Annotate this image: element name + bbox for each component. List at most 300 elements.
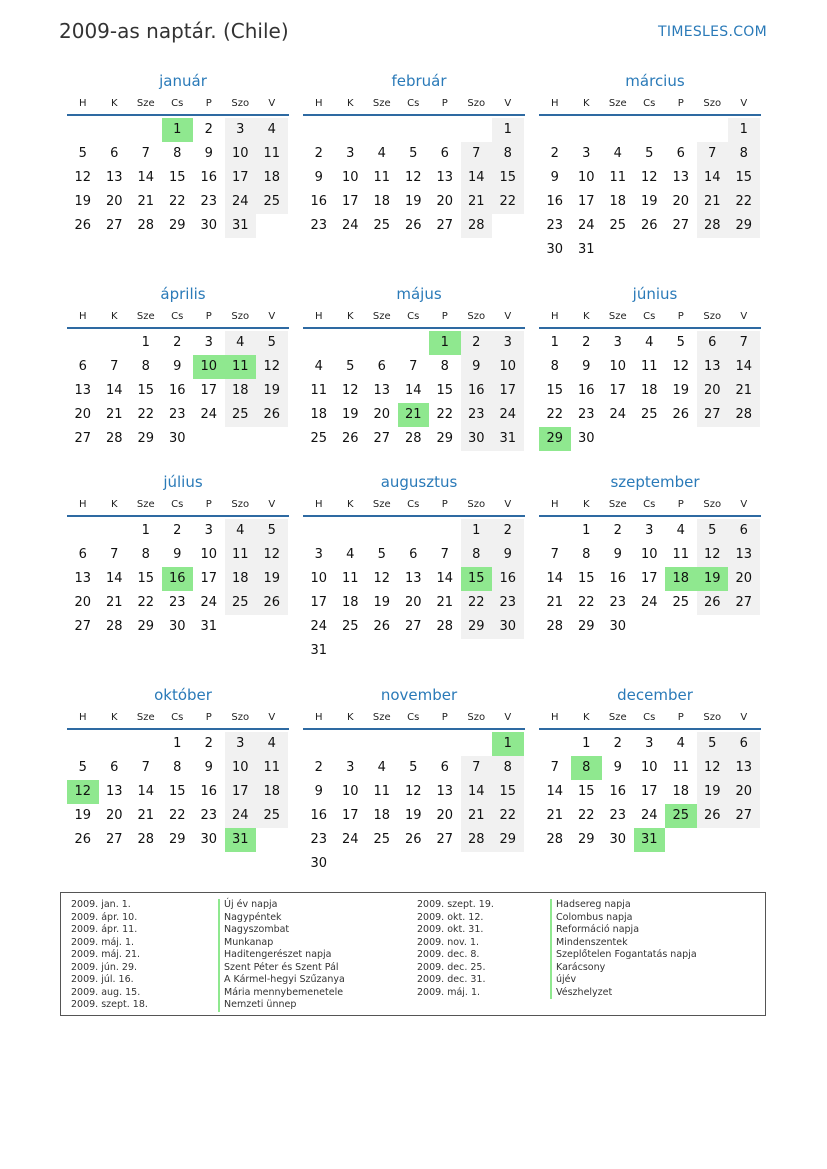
month-1 bbox=[303, 70, 525, 238]
empty-cell bbox=[634, 118, 666, 142]
day-cell: 15 bbox=[492, 780, 524, 804]
day-cell: 27 bbox=[728, 804, 760, 828]
day-cell: 29 bbox=[461, 615, 493, 639]
day-cell: 11 bbox=[256, 142, 288, 166]
day-cell: 20 bbox=[74, 595, 92, 610]
weekday-label: V bbox=[504, 97, 512, 109]
day-cell: 21 bbox=[137, 194, 155, 209]
day-cell: 24 bbox=[225, 190, 257, 214]
day-cell: 1 bbox=[582, 736, 591, 751]
weekday-label: Sze bbox=[608, 498, 627, 510]
day-cell: 12 bbox=[256, 543, 288, 567]
day-cell: 24 bbox=[200, 407, 218, 422]
day-cell: 11 bbox=[609, 170, 627, 185]
holiday-day-cell: 15 bbox=[461, 567, 493, 591]
day-cell: 3 bbox=[582, 146, 591, 161]
day-cell: 16 bbox=[168, 383, 186, 398]
day-cell: 28 bbox=[697, 214, 729, 238]
weekday-label: Cs bbox=[171, 97, 184, 109]
empty-cell bbox=[99, 118, 131, 142]
empty-cell bbox=[461, 118, 493, 142]
day-cell: 20 bbox=[404, 595, 422, 610]
day-cell: 25 bbox=[373, 832, 391, 847]
day-cell: 28 bbox=[105, 619, 123, 634]
day-cell: 18 bbox=[225, 567, 257, 591]
day-cell: 26 bbox=[640, 218, 658, 233]
day-cell: 23 bbox=[310, 832, 328, 847]
empty-cell bbox=[303, 331, 335, 355]
day-cell: 2 bbox=[582, 335, 591, 350]
weekday-label: Sze bbox=[372, 711, 391, 723]
day-cell: 28 bbox=[461, 214, 493, 238]
day-cell: 1 bbox=[492, 118, 524, 142]
day-cell: 4 bbox=[645, 335, 654, 350]
day-cell: 10 bbox=[577, 170, 595, 185]
day-cell: 4 bbox=[225, 519, 257, 543]
day-cell: 24 bbox=[640, 595, 658, 610]
day-cell: 7 bbox=[141, 146, 150, 161]
empty-cell bbox=[398, 118, 430, 142]
day-cell: 22 bbox=[168, 808, 186, 823]
day-cell: 12 bbox=[697, 543, 729, 567]
day-cell: 12 bbox=[256, 355, 288, 379]
day-cell: 4 bbox=[314, 359, 323, 374]
weekday-label: K bbox=[110, 498, 118, 510]
day-cell: 18 bbox=[640, 383, 658, 398]
day-cell: 3 bbox=[645, 736, 654, 751]
day-cell: 25 bbox=[640, 407, 658, 422]
weekday-header bbox=[67, 706, 289, 730]
day-cell: 14 bbox=[546, 784, 564, 799]
day-cell: 17 bbox=[225, 780, 257, 804]
day-cell: 2 bbox=[204, 122, 213, 137]
weekday-label: K bbox=[346, 97, 354, 109]
weekday-label: Cs bbox=[171, 498, 184, 510]
day-cell: 27 bbox=[74, 431, 92, 446]
weekday-label: H bbox=[550, 711, 559, 723]
day-cell: 23 bbox=[609, 808, 627, 823]
day-cell: 21 bbox=[105, 595, 123, 610]
empty-cell bbox=[665, 118, 697, 142]
day-cell: 6 bbox=[110, 146, 119, 161]
days-grid bbox=[303, 519, 525, 663]
month-3 bbox=[67, 283, 289, 451]
legend-holiday-date: 2009. dec. 8. bbox=[417, 949, 480, 960]
day-cell: 29 bbox=[168, 218, 186, 233]
days-grid bbox=[303, 331, 525, 451]
days-grid bbox=[539, 732, 761, 852]
day-cell: 16 bbox=[461, 379, 493, 403]
empty-cell bbox=[398, 331, 430, 355]
month-0 bbox=[67, 70, 289, 238]
day-cell: 22 bbox=[168, 194, 186, 209]
weekday-header bbox=[303, 305, 525, 329]
day-cell: 31 bbox=[200, 619, 218, 634]
empty-cell bbox=[335, 331, 367, 355]
day-cell: 23 bbox=[168, 407, 186, 422]
day-cell: 23 bbox=[168, 595, 186, 610]
day-cell: 10 bbox=[640, 760, 658, 775]
day-cell: 7 bbox=[461, 142, 493, 166]
day-cell: 8 bbox=[173, 146, 182, 161]
weekday-label: P bbox=[677, 711, 684, 723]
weekday-header bbox=[67, 493, 289, 517]
day-cell: 19 bbox=[74, 194, 92, 209]
day-cell: 5 bbox=[377, 547, 386, 562]
month-name: június bbox=[632, 285, 678, 303]
day-cell: 6 bbox=[78, 547, 87, 562]
empty-cell bbox=[99, 519, 131, 543]
day-cell: 25 bbox=[310, 431, 328, 446]
day-cell: 31 bbox=[577, 242, 595, 257]
day-cell: 24 bbox=[225, 804, 257, 828]
empty-cell bbox=[99, 331, 131, 355]
day-cell: 14 bbox=[137, 170, 155, 185]
holiday-day-cell: 31 bbox=[225, 828, 257, 852]
day-cell: 30 bbox=[461, 427, 493, 451]
day-cell: 26 bbox=[373, 619, 391, 634]
day-cell: 30 bbox=[200, 218, 218, 233]
empty-cell bbox=[335, 732, 367, 756]
day-cell: 11 bbox=[373, 170, 391, 185]
day-cell: 5 bbox=[676, 335, 685, 350]
days-grid bbox=[539, 519, 761, 639]
day-cell: 29 bbox=[728, 214, 760, 238]
empty-cell bbox=[539, 519, 571, 543]
weekday-label: H bbox=[550, 310, 559, 322]
day-cell: 26 bbox=[404, 218, 422, 233]
legend-holiday-date: 2009. ápr. 10. bbox=[71, 911, 138, 923]
holiday-day-cell: 12 bbox=[67, 780, 99, 804]
day-cell: 4 bbox=[613, 146, 622, 161]
day-cell: 31 bbox=[310, 643, 328, 658]
day-cell: 3 bbox=[492, 331, 524, 355]
holiday-day-cell: 18 bbox=[665, 567, 697, 591]
brand-logo[interactable]: TIMESLES.COM bbox=[658, 24, 767, 40]
day-cell: 5 bbox=[346, 359, 355, 374]
weekday-label: V bbox=[504, 498, 512, 510]
day-cell: 10 bbox=[640, 547, 658, 562]
day-cell: 23 bbox=[310, 218, 328, 233]
day-cell: 7 bbox=[110, 547, 119, 562]
day-cell: 7 bbox=[141, 760, 150, 775]
month-8 bbox=[539, 471, 761, 639]
day-cell: 31 bbox=[225, 214, 257, 238]
day-cell: 21 bbox=[697, 190, 729, 214]
day-cell: 6 bbox=[110, 760, 119, 775]
empty-cell bbox=[130, 118, 162, 142]
day-cell: 18 bbox=[225, 379, 257, 403]
day-cell: 13 bbox=[728, 543, 760, 567]
legend-holiday-name: Munkanap bbox=[218, 937, 345, 950]
day-cell: 26 bbox=[404, 832, 422, 847]
day-cell: 29 bbox=[577, 832, 595, 847]
legend-holiday-date: 2009. máj. 1. bbox=[71, 936, 135, 948]
day-cell: 21 bbox=[436, 595, 454, 610]
day-cell: 10 bbox=[341, 170, 359, 185]
weekday-label: Cs bbox=[643, 711, 656, 723]
day-cell: 13 bbox=[105, 784, 123, 799]
day-cell: 28 bbox=[105, 431, 123, 446]
day-cell: 20 bbox=[672, 194, 690, 209]
day-cell: 1 bbox=[141, 523, 150, 538]
day-cell: 15 bbox=[728, 166, 760, 190]
legend-holiday-name: Nagyszombat bbox=[218, 924, 345, 937]
weekday-label: K bbox=[582, 711, 590, 723]
weekday-label: H bbox=[78, 97, 87, 109]
day-cell: 19 bbox=[404, 194, 422, 209]
weekday-label: Cs bbox=[407, 310, 420, 322]
day-cell: 30 bbox=[492, 615, 524, 639]
day-cell: 7 bbox=[550, 547, 559, 562]
weekday-label: Sze bbox=[608, 711, 627, 723]
page-title: 2009-as naptár. (Chile) bbox=[59, 19, 289, 43]
day-cell: 7 bbox=[550, 760, 559, 775]
day-cell: 11 bbox=[640, 359, 658, 374]
day-cell: 6 bbox=[728, 732, 760, 756]
legend-holiday-date: 2009. dec. 25. bbox=[417, 961, 486, 973]
day-cell: 10 bbox=[609, 359, 627, 374]
legend-dates-column-1 bbox=[71, 899, 148, 1012]
weekday-label: Szo bbox=[231, 97, 250, 109]
weekday-label: V bbox=[268, 310, 276, 322]
day-cell: 15 bbox=[577, 571, 595, 586]
holiday-day-cell: 25 bbox=[665, 804, 697, 828]
month-name: november bbox=[380, 686, 458, 704]
empty-cell bbox=[697, 118, 729, 142]
legend-holiday-name: Hadsereg napja bbox=[550, 899, 697, 912]
day-cell: 7 bbox=[440, 547, 449, 562]
weekday-header bbox=[539, 706, 761, 730]
day-cell: 10 bbox=[341, 784, 359, 799]
empty-cell bbox=[99, 732, 131, 756]
holiday-day-cell: 11 bbox=[225, 355, 257, 379]
day-cell: 19 bbox=[373, 595, 391, 610]
legend-holiday-date: 2009. jan. 1. bbox=[71, 899, 131, 910]
day-cell: 16 bbox=[310, 808, 328, 823]
empty-cell bbox=[398, 519, 430, 543]
day-cell: 17 bbox=[310, 595, 328, 610]
day-cell: 19 bbox=[640, 194, 658, 209]
day-cell: 5 bbox=[409, 146, 418, 161]
day-cell: 12 bbox=[672, 359, 690, 374]
empty-cell bbox=[539, 732, 571, 756]
day-cell: 4 bbox=[377, 146, 386, 161]
empty-cell bbox=[67, 732, 99, 756]
day-cell: 20 bbox=[436, 194, 454, 209]
day-cell: 27 bbox=[728, 591, 760, 615]
day-cell: 29 bbox=[168, 832, 186, 847]
day-cell: 18 bbox=[310, 407, 328, 422]
weekday-label: K bbox=[346, 711, 354, 723]
day-cell: 12 bbox=[341, 383, 359, 398]
day-cell: 18 bbox=[341, 595, 359, 610]
day-cell: 14 bbox=[404, 383, 422, 398]
weekday-label: Sze bbox=[608, 97, 627, 109]
weekday-label: H bbox=[550, 97, 559, 109]
day-cell: 7 bbox=[110, 359, 119, 374]
holiday-day-cell: 10 bbox=[193, 355, 225, 379]
day-cell: 13 bbox=[728, 756, 760, 780]
weekday-label: Szo bbox=[231, 498, 250, 510]
day-cell: 15 bbox=[492, 166, 524, 190]
empty-cell bbox=[461, 732, 493, 756]
day-cell: 18 bbox=[609, 194, 627, 209]
day-cell: 12 bbox=[373, 571, 391, 586]
day-cell: 25 bbox=[373, 218, 391, 233]
holiday-day-cell: 1 bbox=[429, 331, 461, 355]
month-7 bbox=[303, 471, 525, 663]
weekday-label: P bbox=[205, 711, 212, 723]
month-name: május bbox=[396, 285, 442, 303]
holiday-day-cell: 29 bbox=[539, 427, 571, 451]
day-cell: 27 bbox=[105, 218, 123, 233]
weekday-header bbox=[539, 493, 761, 517]
day-cell: 11 bbox=[341, 571, 359, 586]
legend-holiday-date: 2009. okt. 31. bbox=[417, 924, 484, 935]
day-cell: 14 bbox=[461, 780, 493, 804]
day-cell: 14 bbox=[105, 383, 123, 398]
weekday-label: K bbox=[346, 310, 354, 322]
day-cell: 14 bbox=[728, 355, 760, 379]
day-cell: 4 bbox=[377, 760, 386, 775]
day-cell: 2 bbox=[314, 146, 323, 161]
legend-holiday-date: 2009. ápr. 11. bbox=[71, 924, 138, 935]
day-cell: 6 bbox=[440, 760, 449, 775]
legend-holiday-name: Szent Péter és Szent Pál bbox=[218, 962, 345, 975]
day-cell: 5 bbox=[645, 146, 654, 161]
empty-cell bbox=[303, 118, 335, 142]
day-cell: 8 bbox=[582, 547, 591, 562]
empty-cell bbox=[398, 732, 430, 756]
day-cell: 29 bbox=[577, 619, 595, 634]
day-cell: 2 bbox=[461, 331, 493, 355]
day-cell: 5 bbox=[256, 331, 288, 355]
day-cell: 8 bbox=[492, 142, 524, 166]
day-cell: 1 bbox=[461, 519, 493, 543]
weekday-label: Cs bbox=[407, 498, 420, 510]
day-cell: 24 bbox=[640, 808, 658, 823]
day-cell: 24 bbox=[577, 218, 595, 233]
day-cell: 1 bbox=[173, 736, 182, 751]
day-cell: 5 bbox=[256, 519, 288, 543]
day-cell: 17 bbox=[640, 571, 658, 586]
empty-cell bbox=[539, 118, 571, 142]
weekday-label: V bbox=[504, 310, 512, 322]
legend-holiday-name: Colombus napja bbox=[550, 912, 697, 925]
day-cell: 23 bbox=[461, 403, 493, 427]
days-grid bbox=[539, 331, 761, 451]
legend-holiday-name: Mindenszentek bbox=[550, 937, 697, 950]
weekday-label: Sze bbox=[136, 97, 155, 109]
day-cell: 3 bbox=[204, 335, 213, 350]
day-cell: 30 bbox=[609, 832, 627, 847]
month-9 bbox=[67, 684, 289, 852]
month-2 bbox=[539, 70, 761, 262]
day-cell: 13 bbox=[74, 571, 92, 586]
weekday-label: Szo bbox=[467, 97, 486, 109]
day-cell: 2 bbox=[613, 736, 622, 751]
weekday-label: Sze bbox=[136, 310, 155, 322]
day-cell: 15 bbox=[137, 383, 155, 398]
day-cell: 30 bbox=[168, 619, 186, 634]
legend-names-column-1 bbox=[218, 899, 345, 1012]
day-cell: 30 bbox=[310, 856, 328, 871]
weekday-label: Szo bbox=[703, 97, 722, 109]
day-cell: 13 bbox=[697, 355, 729, 379]
day-cell: 24 bbox=[200, 595, 218, 610]
day-cell: 30 bbox=[609, 619, 627, 634]
day-cell: 30 bbox=[168, 431, 186, 446]
weekday-label: P bbox=[677, 97, 684, 109]
day-cell: 15 bbox=[137, 571, 155, 586]
day-cell: 22 bbox=[137, 595, 155, 610]
day-cell: 8 bbox=[550, 359, 559, 374]
day-cell: 14 bbox=[436, 571, 454, 586]
day-cell: 5 bbox=[78, 146, 87, 161]
day-cell: 31 bbox=[492, 427, 524, 451]
day-cell: 17 bbox=[341, 808, 359, 823]
day-cell: 25 bbox=[225, 403, 257, 427]
empty-cell bbox=[335, 118, 367, 142]
legend-holiday-date: 2009. máj. 21. bbox=[71, 949, 141, 960]
day-cell: 9 bbox=[204, 760, 213, 775]
weekday-label: V bbox=[740, 310, 748, 322]
day-cell: 19 bbox=[341, 407, 359, 422]
weekday-label: P bbox=[677, 498, 684, 510]
weekday-label: P bbox=[441, 97, 448, 109]
day-cell: 4 bbox=[225, 331, 257, 355]
legend-holiday-name: Mária mennybemenetele bbox=[218, 987, 345, 1000]
day-cell: 6 bbox=[728, 519, 760, 543]
legend-holiday-name: Szeplőtelen Fogantatás napja bbox=[550, 949, 697, 962]
legend-holiday-name: Nagypéntek bbox=[218, 912, 345, 925]
day-cell: 9 bbox=[613, 760, 622, 775]
day-cell: 19 bbox=[256, 567, 288, 591]
day-cell: 19 bbox=[256, 379, 288, 403]
day-cell: 28 bbox=[137, 218, 155, 233]
weekday-label: Szo bbox=[231, 310, 250, 322]
weekday-label: Cs bbox=[643, 310, 656, 322]
day-cell: 30 bbox=[546, 242, 564, 257]
legend-holiday-date: 2009. aug. 15. bbox=[71, 986, 141, 998]
weekday-label: V bbox=[740, 711, 748, 723]
weekday-label: Szo bbox=[231, 711, 250, 723]
day-cell: 28 bbox=[404, 431, 422, 446]
day-cell: 20 bbox=[728, 567, 760, 591]
day-cell: 18 bbox=[256, 166, 288, 190]
empty-cell bbox=[67, 331, 99, 355]
day-cell: 19 bbox=[672, 383, 690, 398]
day-cell: 13 bbox=[74, 383, 92, 398]
day-cell: 7 bbox=[728, 331, 760, 355]
day-cell: 24 bbox=[492, 403, 524, 427]
weekday-label: P bbox=[205, 97, 212, 109]
month-5 bbox=[539, 283, 761, 451]
legend-holiday-name: Reformáció napja bbox=[550, 924, 697, 937]
month-10 bbox=[303, 684, 525, 876]
day-cell: 4 bbox=[256, 732, 288, 756]
day-cell: 3 bbox=[613, 335, 622, 350]
day-cell: 5 bbox=[697, 519, 729, 543]
day-cell: 10 bbox=[225, 756, 257, 780]
day-cell: 24 bbox=[341, 218, 359, 233]
day-cell: 2 bbox=[613, 523, 622, 538]
weekday-label: H bbox=[314, 97, 323, 109]
day-cell: 26 bbox=[697, 591, 729, 615]
weekday-label: P bbox=[205, 310, 212, 322]
day-cell: 29 bbox=[436, 431, 454, 446]
